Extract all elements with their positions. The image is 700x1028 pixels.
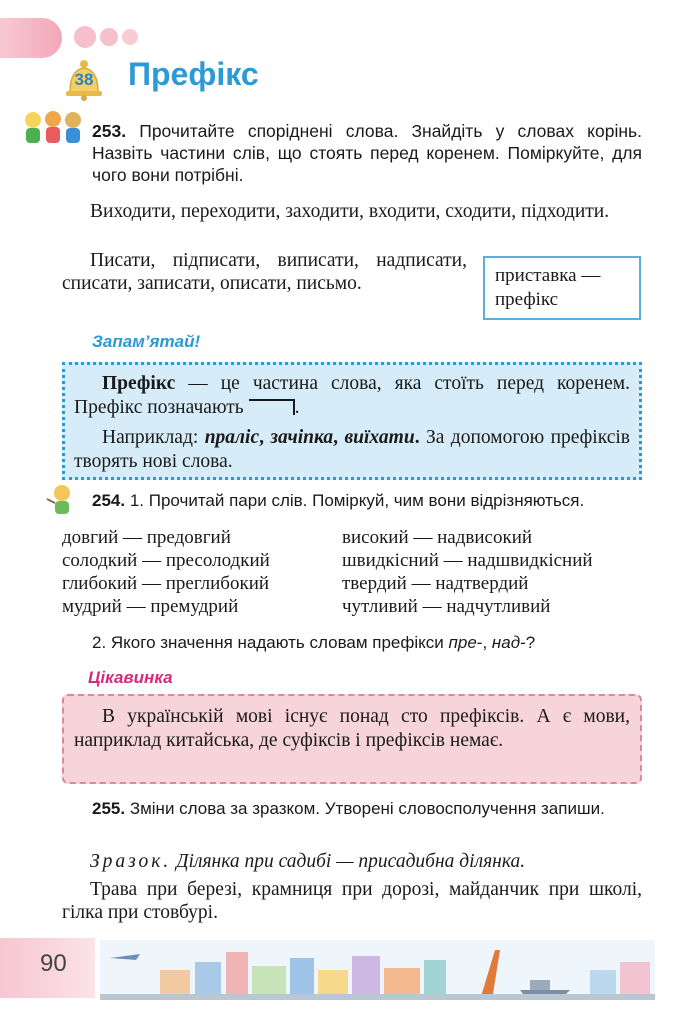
task-number: 254. — [92, 491, 126, 510]
word-pair: твердий — надтвердий — [342, 573, 529, 594]
page-number: 90 — [40, 950, 67, 977]
sample-label: Зразок. — [90, 851, 172, 872]
header-dot — [122, 29, 138, 45]
question-text: 2. Якого значення надають словам префікси — [92, 633, 449, 652]
header-dot — [74, 26, 96, 48]
task-text: Зміни слова за зразком. Утворені словосполучення запиши. — [129, 799, 605, 818]
header-dot — [100, 28, 118, 46]
task-254-question — [92, 632, 652, 654]
task-number: 253. — [92, 121, 127, 141]
rule-definition-text: — це частина слова, яка стоїть перед коренем. Префікс позначають — [74, 373, 630, 418]
question-prefix-pre: пре — [448, 633, 477, 652]
prefix-synonym-box: приставка — префікс — [483, 256, 641, 320]
interesting-text: В українській мові існує понад сто префіксів. А є мови, наприклад китайська, де суфіксів і префіксів немає. — [74, 706, 630, 751]
remember-heading: Запам’ятай! — [92, 332, 201, 351]
rule-definition-end: . — [294, 397, 300, 418]
example-word: праліс — [204, 427, 260, 448]
rule-examples: Наприклад: праліс, зачіпка, виїхати. За допомогою префіксів творять нові слова. — [74, 427, 630, 472]
prefix-sign-icon — [249, 399, 295, 415]
individual-work-icon — [45, 483, 75, 515]
task-number: 255. — [92, 799, 126, 818]
task-253-instruction — [92, 120, 642, 186]
header-pink-tab — [0, 18, 62, 58]
word-pair: довгий — предовгий — [62, 527, 231, 548]
city-skyline-illustration — [100, 940, 655, 1000]
question-separator: -, — [476, 633, 492, 652]
example-word: виїхати — [344, 427, 415, 448]
example-label: Наприклад: — [102, 427, 205, 448]
page-title: Префікс — [128, 56, 259, 92]
task-253-words-2: Писати, підписати, виписати, надписати, списати, записати, описати, письмо. — [62, 250, 467, 294]
word-pair: чутливий — надчутливий — [342, 596, 551, 617]
task-254-instruction — [92, 490, 652, 512]
task-255-sample — [62, 850, 642, 873]
task-text: Прочитайте споріднені слова. Знайдіть у словах корінь. Назвіть частини слів, що стоять перед коренем. Поміркуйте, для чого вони потрібні. — [92, 121, 642, 185]
question-end: -? — [520, 633, 536, 652]
pair-work-icon — [20, 110, 86, 144]
example-word: зачіпка — [270, 427, 334, 448]
question-prefix-nad: над — [491, 633, 521, 652]
word-pair: швидкісний — надшвидкісний — [342, 550, 593, 571]
task-255-words: Трава при березі, крамниця при дорозі, майданчик при школі, гілка при стовбурі. — [62, 879, 642, 923]
sample-text: Ділянка при садибі — присадибна ділянка. — [176, 851, 526, 872]
rule-term: Префікс — [102, 373, 176, 394]
interesting-heading: Цікавинка — [88, 668, 173, 687]
task-253-words-1: Виходити, переходити, заходити, входити, сходити, підходити. — [90, 201, 610, 222]
word-pair: високий — надвисокий — [342, 527, 533, 548]
example-tail: За допомогою префіксів творять нові слова. — [74, 427, 630, 472]
word-pair: мудрий — премудрий — [62, 596, 239, 617]
task-255-instruction — [92, 798, 642, 820]
rule-definition — [74, 372, 630, 420]
task-text: 1. Прочитай пари слів. Поміркуй, чим вони відрізняються. — [129, 491, 585, 510]
word-pair: солодкий — пресолодкий — [62, 550, 270, 571]
lesson-number: 38 — [74, 70, 94, 89]
word-pair: глибокий — преглибокий — [62, 573, 270, 594]
